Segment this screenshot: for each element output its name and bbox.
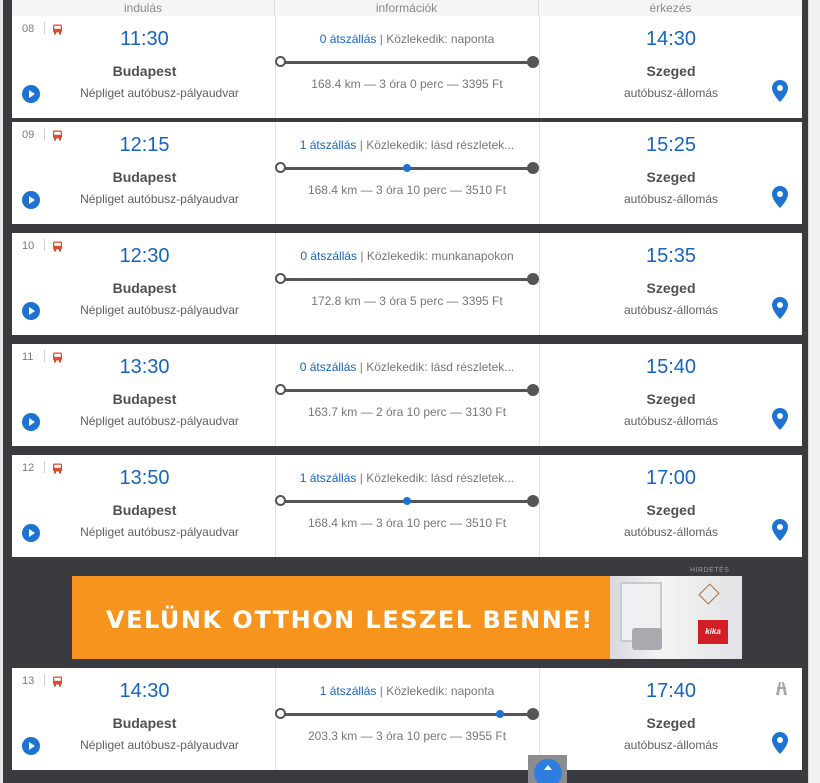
departure-city: Budapest [112, 63, 177, 79]
transfer-count[interactable]: 1 átszállás [319, 684, 377, 698]
route-end-dot [527, 384, 539, 396]
departure-station: Népliget autóbusz-pályaudvar [80, 192, 239, 206]
bus-icon [52, 674, 63, 685]
play-circle-icon[interactable] [22, 737, 40, 755]
arrival-city: Szeged [646, 63, 696, 79]
departure-city: Budapest [112, 715, 177, 731]
schedule-text: | Közlekedik: naponta [379, 32, 495, 46]
row-number-divider [44, 239, 45, 251]
departure-time: 11:30 [120, 28, 169, 50]
ad-lamp [698, 583, 719, 604]
route-bar [282, 61, 532, 64]
route-start-dot [275, 162, 286, 173]
arrival-station: autóbusz-állomás [623, 414, 719, 428]
departure-city: Budapest [112, 502, 177, 518]
bus-icon [52, 461, 63, 472]
route-line [275, 55, 539, 69]
scroll-to-top-button[interactable] [528, 755, 567, 783]
schedule-text: | Közlekedik: naponta [379, 684, 495, 698]
transfer-count[interactable]: 0 átszállás [299, 360, 357, 374]
ad-chair [632, 628, 662, 650]
arrival-time: 14:30 [645, 28, 697, 50]
route-start-dot [275, 273, 286, 284]
column-divider [539, 122, 540, 224]
row-number-divider [44, 674, 45, 686]
map-pin-icon[interactable] [772, 732, 788, 754]
row-number: 11 [22, 351, 34, 363]
schedule-text: | Közlekedik: lásd részletek... [359, 138, 515, 152]
map-pin-icon[interactable] [772, 80, 788, 102]
trip-details: 163.7 km — 2 óra 10 perc — 3130 Ft [307, 405, 507, 419]
bus-icon [52, 239, 63, 250]
route-end-dot [527, 273, 539, 285]
route-stop-dot [403, 164, 411, 172]
arrival-city: Szeged [646, 280, 696, 296]
row-number-divider [44, 128, 45, 140]
scrollbar-track[interactable] [808, 0, 820, 783]
transfer-count[interactable]: 0 átszállás [300, 249, 358, 263]
departure-time: 13:50 [119, 467, 170, 489]
route-result-row[interactable] [12, 668, 802, 770]
route-start-dot [275, 56, 286, 67]
arrival-station: autóbusz-állomás [623, 86, 719, 100]
arrival-time: 15:40 [645, 356, 697, 378]
row-number-divider [44, 461, 45, 473]
play-circle-icon[interactable] [22, 85, 40, 103]
bus-icon [52, 22, 63, 33]
left-border [0, 0, 3, 783]
play-circle-icon[interactable] [22, 524, 40, 542]
trip-details: 203.3 km — 3 óra 10 perc — 3955 Ft [307, 729, 507, 743]
route-end-dot [527, 56, 539, 68]
arrival-time: 15:35 [645, 245, 697, 267]
ad-photo [610, 576, 742, 659]
transfer-count[interactable]: 1 átszállás [299, 138, 357, 152]
route-result-row[interactable] [12, 16, 802, 118]
transfer-info [275, 360, 539, 374]
highway-icon [775, 682, 788, 695]
transfer-info [275, 684, 539, 698]
route-result-row[interactable] [12, 233, 802, 335]
transfer-info [275, 32, 539, 46]
route-end-dot [527, 495, 539, 507]
route-bar [282, 389, 532, 392]
row-number-divider [44, 350, 45, 362]
arrival-station: autóbusz-állomás [623, 525, 719, 539]
ad-headline: VELÜNK OTTHON LESZEL BENNE! [106, 606, 594, 634]
row-number-divider [44, 22, 45, 34]
arrow-up-icon [534, 759, 562, 783]
departure-time: 13:30 [119, 356, 170, 378]
arrival-station: autóbusz-állomás [623, 192, 719, 206]
route-bar [282, 278, 532, 281]
route-stop-dot [403, 497, 411, 505]
row-number: 09 [22, 129, 35, 141]
trip-details: 168.4 km — 3 óra 10 perc — 3510 Ft [307, 183, 507, 197]
route-end-dot [527, 708, 539, 720]
transfer-info [275, 138, 539, 152]
route-line [275, 272, 539, 286]
route-line [275, 161, 539, 175]
departure-time: 12:15 [119, 134, 170, 156]
results-header [12, 0, 802, 17]
advertisement-banner[interactable] [72, 576, 742, 659]
trip-details: 168.4 km — 3 óra 0 perc — 3395 Ft [311, 77, 503, 91]
departure-station: Népliget autóbusz-pályaudvar [80, 303, 239, 317]
arrival-city: Szeged [646, 169, 696, 185]
route-stop-dot [496, 710, 504, 718]
route-result-row[interactable] [12, 344, 802, 446]
column-divider [539, 344, 540, 446]
header-departure: indulás [12, 0, 275, 16]
route-start-dot [275, 495, 286, 506]
arrival-time: 17:00 [645, 467, 697, 489]
trip-details: 168.4 km — 3 óra 10 perc — 3510 Ft [307, 516, 507, 530]
column-divider [539, 233, 540, 335]
play-circle-icon[interactable] [22, 191, 40, 209]
transfer-info [275, 471, 539, 485]
route-result-row[interactable] [12, 455, 802, 557]
bus-icon [52, 350, 63, 361]
map-pin-icon[interactable] [772, 297, 788, 319]
arrival-city: Szeged [646, 715, 696, 731]
row-number: 12 [22, 462, 35, 474]
departure-time: 14:30 [119, 680, 170, 702]
route-line [275, 383, 539, 397]
play-circle-icon[interactable] [22, 302, 40, 320]
map-pin-icon[interactable] [772, 186, 788, 208]
header-arrival: érkezés [649, 1, 692, 15]
arrival-city: Szeged [646, 391, 696, 407]
schedule-text: | Közlekedik: lásd részletek... [359, 471, 515, 485]
transfer-count[interactable]: 0 átszállás [319, 32, 377, 46]
map-pin-icon[interactable] [772, 408, 788, 430]
schedule-text: | Közlekedik: lásd részletek... [359, 360, 515, 374]
departure-station: Népliget autóbusz-pályaudvar [80, 414, 239, 428]
route-line [275, 494, 539, 508]
map-pin-icon[interactable] [772, 519, 788, 541]
column-divider [539, 455, 540, 557]
bus-icon [52, 128, 63, 139]
route-result-row[interactable] [12, 122, 802, 224]
departure-time: 12:30 [119, 245, 170, 267]
row-number: 10 [22, 240, 35, 252]
header-info: információk [275, 0, 539, 16]
departure-station: Népliget autóbusz-pályaudvar [80, 738, 239, 752]
transfer-info [275, 249, 539, 263]
arrival-station: autóbusz-állomás [623, 303, 719, 317]
route-line [275, 707, 539, 721]
departure-city: Budapest [112, 391, 177, 407]
arrival-city: Szeged [646, 502, 696, 518]
departure-station: Népliget autóbusz-pályaudvar [80, 86, 239, 100]
ad-label: HIRDETÉS [690, 567, 730, 574]
arrival-time: 15:25 [645, 134, 697, 156]
play-circle-icon[interactable] [22, 413, 40, 431]
ad-logo: kika [698, 620, 728, 644]
arrival-station: autóbusz-állomás [623, 738, 719, 752]
trip-details: 172.8 km — 3 óra 5 perc — 3395 Ft [311, 294, 503, 308]
departure-station: Népliget autóbusz-pályaudvar [80, 525, 239, 539]
route-start-dot [275, 384, 286, 395]
row-number: 13 [22, 675, 35, 687]
row-number: 08 [22, 23, 35, 35]
schedule-text: | Közlekedik: munkanapokon [360, 249, 514, 263]
departure-city: Budapest [112, 280, 177, 296]
column-divider [539, 16, 540, 118]
route-end-dot [527, 162, 539, 174]
departure-city: Budapest [112, 169, 177, 185]
arrival-time: 17:40 [645, 680, 697, 702]
route-bar [282, 713, 532, 716]
transfer-count[interactable]: 1 átszállás [299, 471, 357, 485]
route-start-dot [275, 708, 286, 719]
